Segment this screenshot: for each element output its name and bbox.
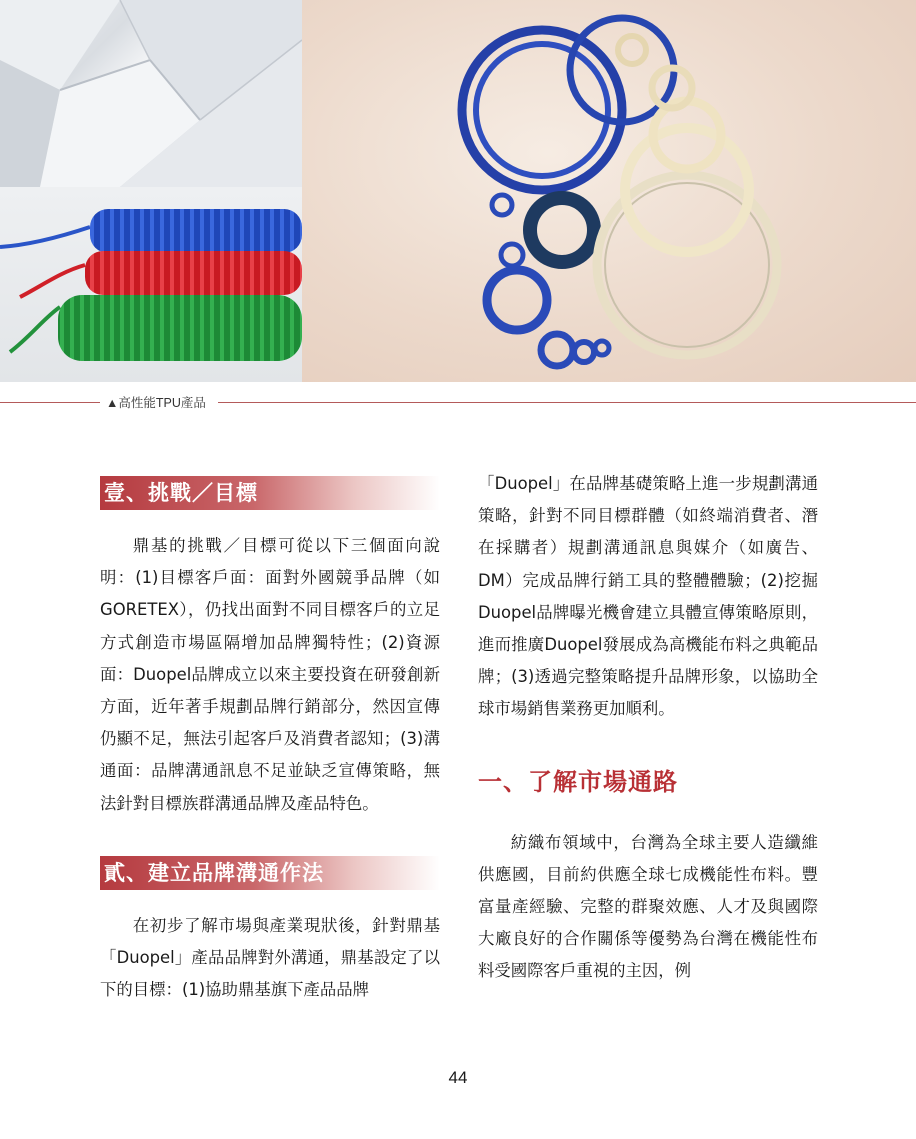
photo-caption (0, 392, 916, 414)
seal-rings-photo (302, 0, 916, 382)
section-heading-market-channels: 一、了解市場通路 (478, 767, 678, 796)
market-paragraph: 紡織布領域中，台灣為全球主要人造纖維供應國，目前約供應全球七成機能性布料。豐富量產經驗、完整的群聚效應、人才及與國際大廠良好的合作關係等優勢為台灣在機能性布料受國際客戶重視的主因，例 (478, 832, 818, 981)
strategy-paragraph: 「Duopel」在品牌基礎策略上進一步規劃溝通策略，針對不同目標群體（如終端消費者、潛在採購者）規劃溝通訊息與媒介（如廣告、DM）完成品牌行銷工具的整體體驗；(2)挖掘Duopel品牌曝光機會建立具體宣傳策略原則，進而推廣Duopel發展成為高機能布料之典範品牌；(3)透過完整策略提升品牌形象，以協助全球市場銷售業務更加順利。 (478, 474, 818, 719)
challenge-paragraph: 鼎基的挑戰／目標可從以下三個面向說明：(1)目標客戶面：面對外國競爭品牌（如GORETEX），仍找出面對不同目標客戶的立足方式創造市場區隔增加品牌獨特性；(2)資源面：Duopel品牌成立以來主要投資在研發創新方面，近年著手規劃品牌行銷部分，然因宣傳仍顯不足，無法引起客戶及消費者認知；(3)溝通面：品牌溝通訊息不足並缺乏宣傳策略，無法針對目標族群溝通品牌及產品特色。 (100, 536, 440, 813)
right-column (478, 462, 818, 988)
coiled-tubes-photo (0, 187, 302, 382)
section-heading-challenge: 壹、挑戰／目標 (100, 476, 440, 510)
left-column (100, 462, 440, 1006)
caption-rule-right (218, 402, 916, 403)
caption-text: ▲高性能TPU產品 (100, 392, 212, 414)
product-photo-strip (0, 0, 916, 382)
fabric-photo (0, 0, 302, 187)
section-heading-brand-communication: 貳、建立品牌溝通作法 (100, 856, 440, 890)
brand-communication-paragraph: 在初步了解市場與產業現狀後，針對鼎基「Duopel」產品品牌對外溝通，鼎基設定了以下的目標：(1)協助鼎基旗下產品品牌 (100, 915, 440, 1000)
page-number: 44 (448, 1068, 468, 1087)
caption-rule-left (0, 402, 100, 403)
